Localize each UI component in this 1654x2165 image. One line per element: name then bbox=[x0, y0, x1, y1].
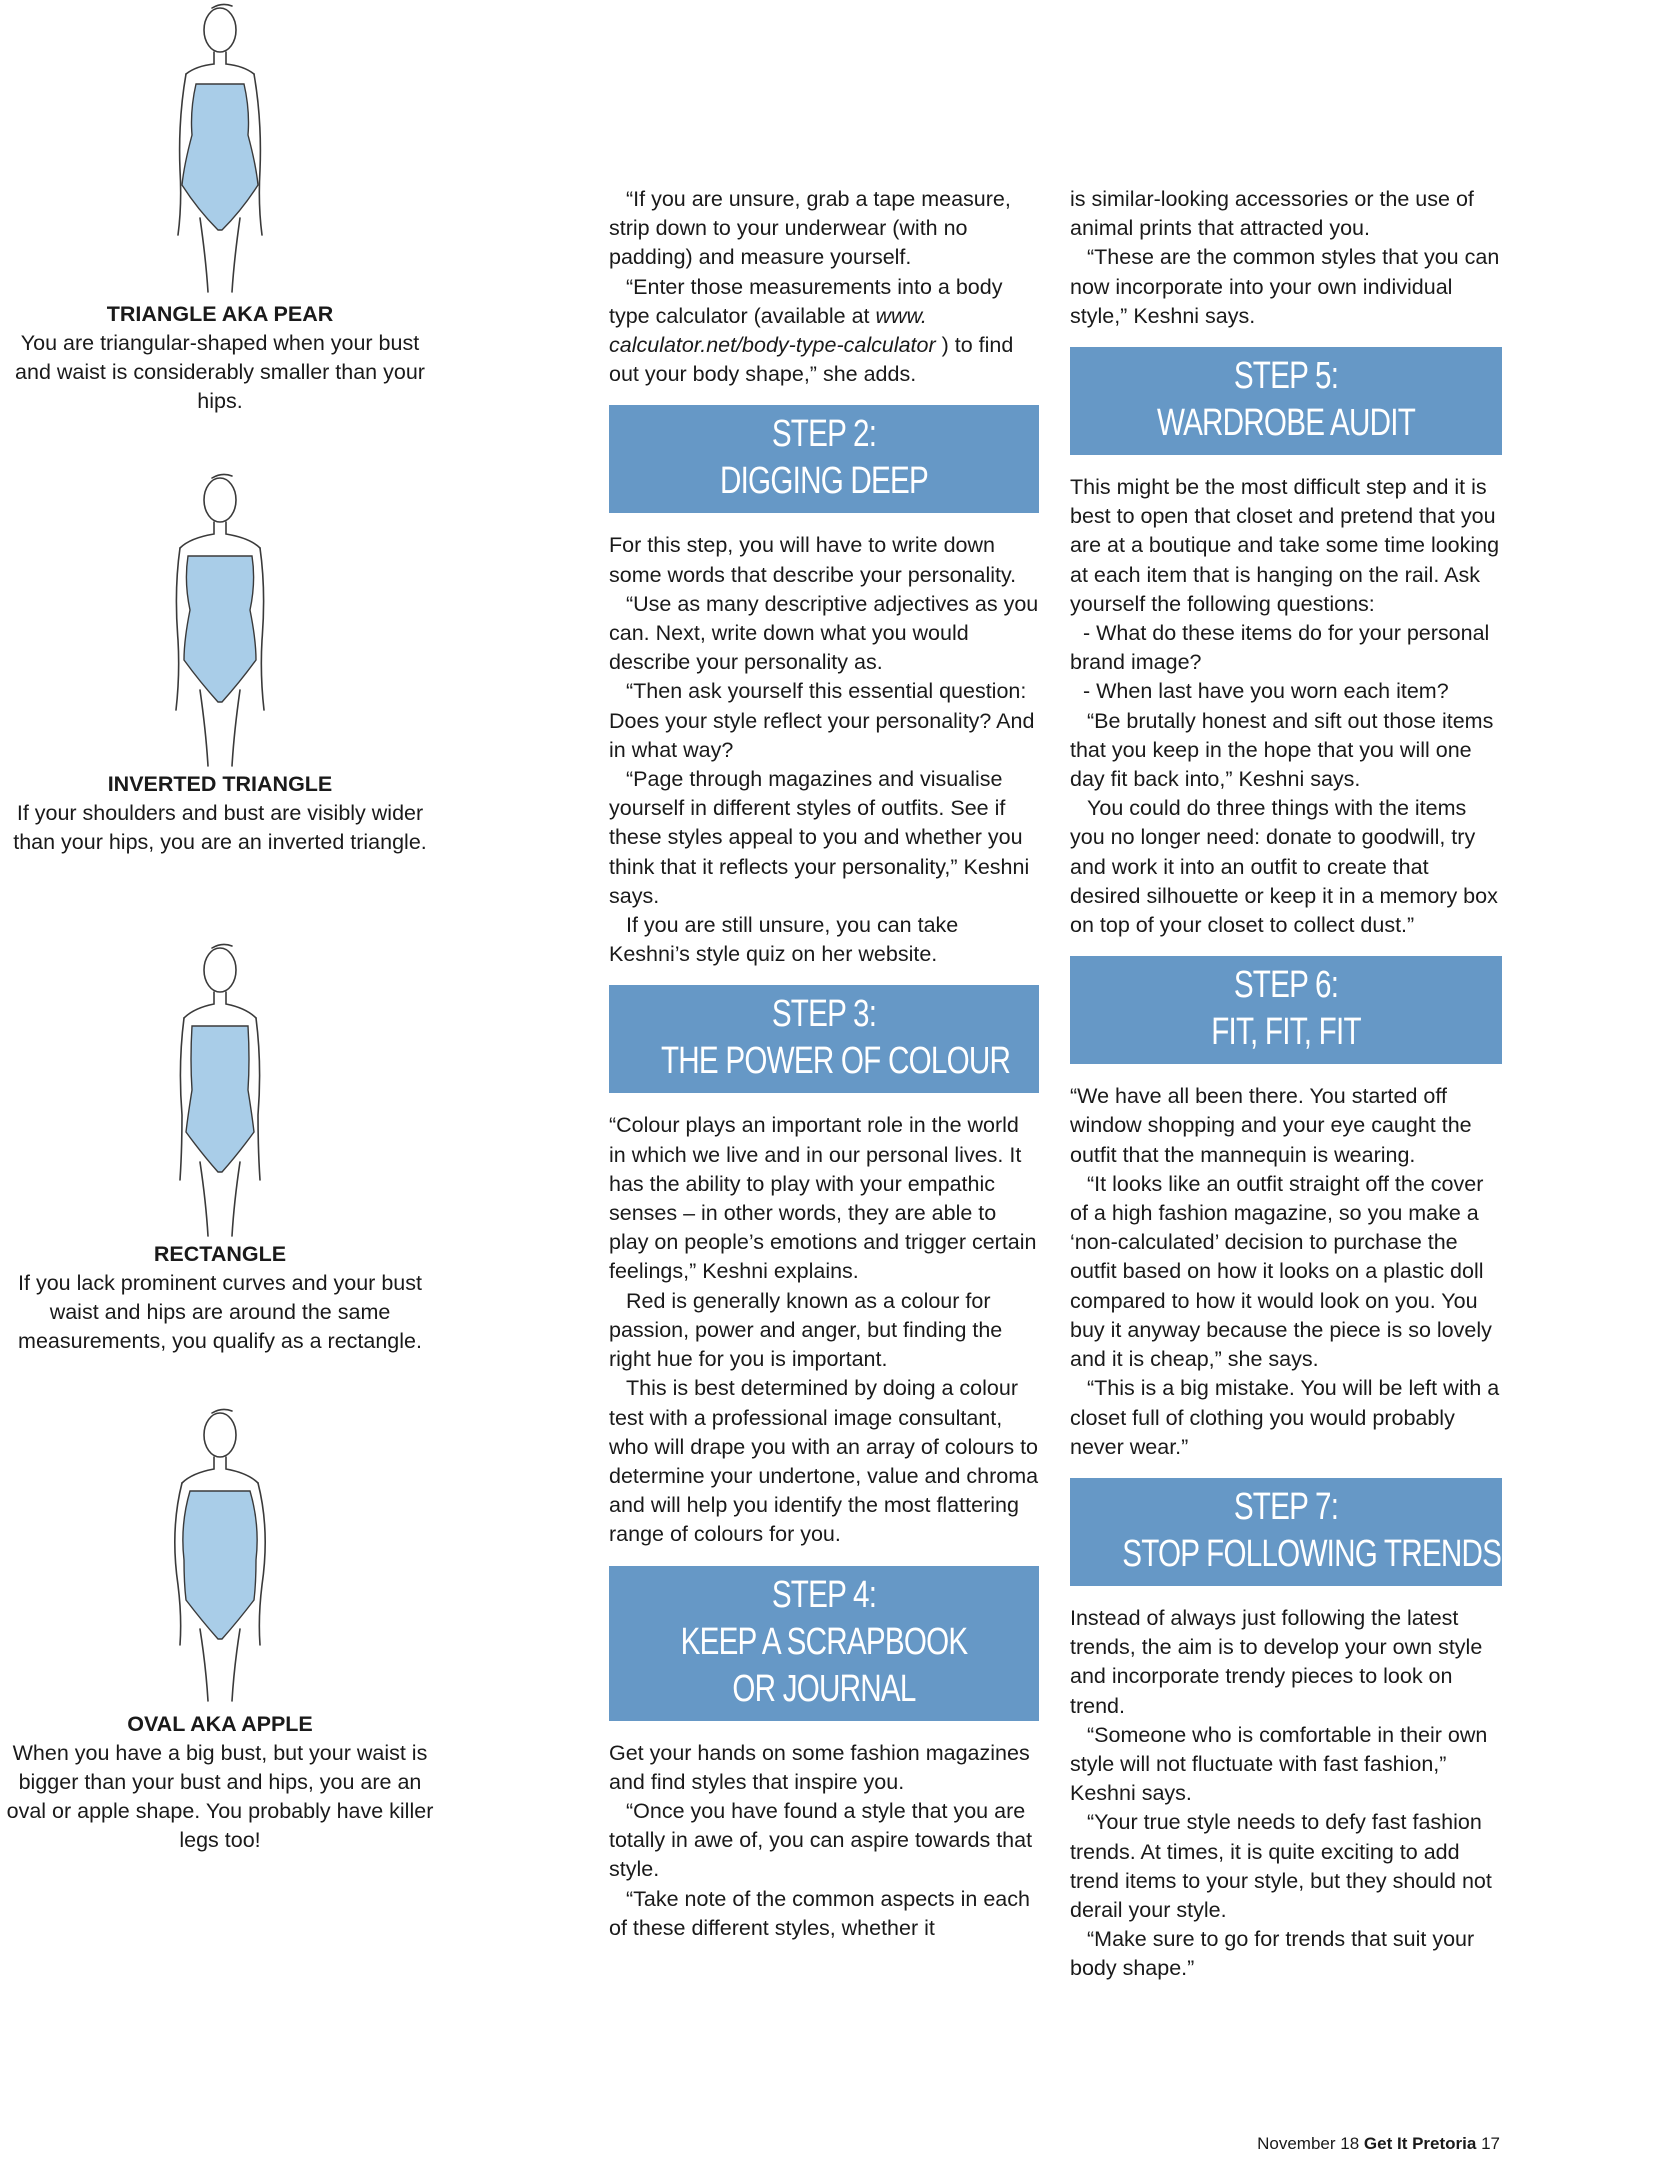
text-span: ) to find out your body shape,” she adds. bbox=[609, 333, 1014, 387]
article-column-right bbox=[1070, 185, 1502, 1984]
page-number: 17 bbox=[1481, 2134, 1500, 2153]
paragraph: “Someone who is comfortable in their own style will not fluctuate with fast fashion,” Keshni says. bbox=[1070, 1722, 1488, 1806]
step-title: STOP FOLLOWING TRENDS bbox=[1122, 1532, 1502, 1575]
paragraph: “Be brutally honest and sift out those items that you keep in the hope that you will one day fit back into,” Keshni says. bbox=[1070, 708, 1494, 792]
article-column-middle bbox=[609, 185, 1039, 1943]
shape-title: INVERTED TRIANGLE bbox=[107, 772, 333, 796]
paragraph: Instead of always just following the latest trends, the aim is to develop your own style and incorporate trendy pieces to look on trend. bbox=[1070, 1605, 1483, 1718]
paragraph: “It looks like an outfit straight off the cover of a high fashion magazine, so you make a ‘non-calculated’ decision to purchase the outfit based on how it looks on a plastic doll compared to how it would look on you. You buy it anyway because the piece is so lovely and it is cheap,” she says. bbox=[1070, 1171, 1492, 1372]
step-number: STEP 3: bbox=[771, 993, 877, 1036]
step-2-heading bbox=[609, 405, 1039, 513]
paragraph: “This is a big mistake. You will be left with a closet full of clothing you would probably never wear.” bbox=[1070, 1376, 1500, 1459]
step-number: STEP 6: bbox=[1233, 964, 1339, 1007]
page-footer bbox=[1257, 2134, 1500, 2154]
paragraph: “Your true style needs to defy fast fashion trends. At times, it is quite exciting to add trend items to your style, but they should not derail your style. bbox=[1070, 1810, 1492, 1922]
paragraph: “Page through magazines and visualise yourself in different styles of outfits. See if these styles appeal to you and whether you think that it reflects your personality,” Keshni says. bbox=[609, 767, 1030, 908]
paragraph: If you are still unsure, you can take Keshni’s style quiz on her website. bbox=[609, 913, 959, 967]
footer-magazine-name: Get It Pretoria bbox=[1363, 2134, 1477, 2153]
paragraph: You could do three things with the items you no longer need: donate to goodwill, try and work it into an outfit to create that desired silhouette or keep it in a memory box on top of your closet to collect dust.” bbox=[1070, 796, 1498, 938]
shape-triangle-caption bbox=[0, 300, 440, 416]
inverted-triangle-body-figure-icon bbox=[160, 470, 280, 770]
paragraph: “We have all been there. You started off window shopping and your eye caught the outfit that the mannequin is wearing. bbox=[1070, 1084, 1472, 1167]
calculator-url-link[interactable]: www. calculator.net/body-type-calculator bbox=[609, 303, 936, 358]
shape-title: RECTANGLE bbox=[153, 1242, 287, 1266]
paragraph: Red is generally known as a colour for passion, power and anger, but finding the right hue for you is important. bbox=[609, 1288, 1003, 1372]
paragraph: This might be the most difficult step and it is best to open that closet and pretend that you are at a boutique and take some time looking at each item that is hanging on the rail. Ask yourself the following questions: bbox=[1070, 475, 1500, 616]
paragraph: For this step, you will have to write down some words that describe your personality. bbox=[609, 533, 1017, 587]
rectangle-body-figure-icon bbox=[160, 940, 280, 1240]
step-title: FIT, FIT, FIT bbox=[1211, 1011, 1361, 1054]
step-number: STEP 7: bbox=[1233, 1485, 1339, 1528]
step-3-heading bbox=[609, 985, 1039, 1093]
step-title: KEEP A SCRAPBOOK bbox=[680, 1620, 968, 1663]
shape-oval-caption bbox=[0, 1710, 440, 1855]
step-7-heading bbox=[1070, 1478, 1502, 1586]
paragraph: “If you are unsure, grab a tape measure, strip down to your underwear (with no padding) and measure yourself. bbox=[609, 187, 1011, 270]
paragraph: “Use as many descriptive adjectives as you can. Next, write down what you would describe your personality as. bbox=[609, 591, 1039, 675]
paragraph: - When last have you worn each item? bbox=[1083, 679, 1449, 704]
paragraph: “Once you have found a style that you are totally in awe of, you can aspire towards that style. bbox=[609, 1798, 1033, 1882]
shape-title: OVAL AKA APPLE bbox=[127, 1712, 313, 1736]
shape-oval bbox=[0, 1405, 440, 1705]
footer-issue-date: November 18 bbox=[1257, 2134, 1360, 2153]
step-number: STEP 4: bbox=[771, 1573, 877, 1616]
paragraph: is similar-looking accessories or the use of animal prints that attracted you. bbox=[1070, 187, 1474, 241]
step-6-heading bbox=[1070, 956, 1502, 1064]
apple-body-figure-icon bbox=[160, 1405, 280, 1705]
step-title: THE POWER OF COLOUR bbox=[660, 1040, 1011, 1083]
text-span: “Enter those measurements into a body type calculator (available at bbox=[609, 274, 1003, 328]
step-title: OR JOURNAL bbox=[732, 1667, 916, 1710]
paragraph: “Then ask yourself this essential question: Does your style reflect your personality? And in what way? bbox=[609, 679, 1035, 762]
shape-triangle bbox=[0, 0, 440, 295]
step-5-heading bbox=[1070, 347, 1502, 455]
step-title: DIGGING DEEP bbox=[719, 460, 929, 503]
paragraph: “Take note of the common aspects in each of these different styles, whether it bbox=[609, 1886, 1030, 1940]
paragraph: Get your hands on some fashion magazines and find styles that inspire you. bbox=[609, 1740, 1030, 1794]
shape-description: If you lack prominent curves and your bust waist and hips are around the same measurements, you qualify as a rectangle. bbox=[18, 1271, 422, 1353]
paragraph: “These are the common styles that you can now incorporate into your own individual style,” Keshni says. bbox=[1070, 245, 1500, 328]
shape-rectangle bbox=[0, 940, 440, 1240]
shape-description: If your shoulders and bust are visibly wider than your hips, you are an inverted triangle. bbox=[13, 801, 427, 854]
step-title: WARDROBE AUDIT bbox=[1156, 402, 1416, 445]
paragraph: “Colour plays an important role in the world in which we live and in our personal lives. It has the ability to play with your empathic senses – in other words, they are able to play on people’s emotions and trigger certain feelings,” Keshni explains. bbox=[609, 1113, 1037, 1284]
paragraph bbox=[609, 273, 1039, 390]
paragraph: - What do these items do for your personal brand image? bbox=[1070, 621, 1490, 675]
shape-inverted-triangle bbox=[0, 470, 440, 770]
shape-inverted-triangle-caption bbox=[0, 770, 440, 857]
step-4-heading bbox=[609, 1566, 1039, 1721]
step-number: STEP 5: bbox=[1233, 355, 1339, 398]
shape-rectangle-caption bbox=[0, 1240, 440, 1356]
shape-description: When you have a big bust, but your waist is bigger than your bust and hips, you are an oval or apple shape. You probably have killer legs too! bbox=[6, 1741, 434, 1852]
shape-description: You are triangular-shaped when your bust and waist is considerably smaller than your hips. bbox=[15, 331, 425, 413]
shape-title: TRIANGLE AKA PEAR bbox=[106, 302, 334, 326]
step-number: STEP 2: bbox=[771, 413, 877, 456]
paragraph: This is best determined by doing a colour test with a professional image consultant, who will drape you with an array of colours to determine your undertone, value and chroma and will help you identify the most flattering range of colours for you. bbox=[609, 1376, 1039, 1547]
paragraph: “Make sure to go for trends that suit your body shape.” bbox=[1070, 1927, 1475, 1981]
pear-body-figure-icon bbox=[160, 0, 280, 295]
